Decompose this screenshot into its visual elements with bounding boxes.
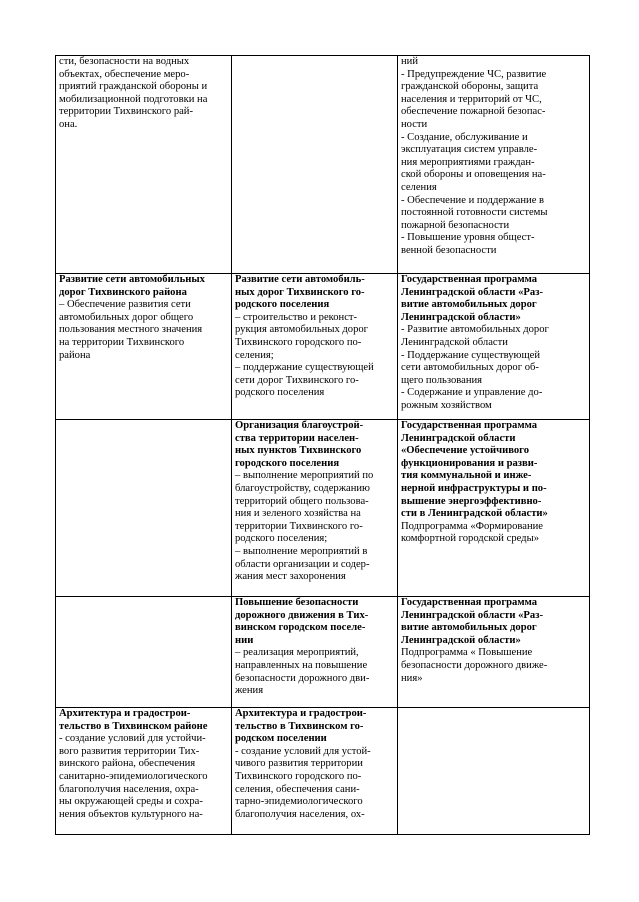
cell-text-line: селения (401, 181, 437, 193)
cell-heading-line: дорог Тихвинского района (59, 286, 187, 298)
cell-city-program (232, 274, 398, 420)
table-row (56, 56, 590, 274)
cell-heading-line: ства территории населен- (235, 432, 359, 444)
cell-text-line: - создание условий для устойчи- (59, 733, 206, 745)
cell-text-line: - Развитие автомобильных дорог (401, 324, 549, 336)
cell-text-line: территорий общего пользова- (235, 495, 369, 507)
cell-heading-line: Государственная программа (401, 274, 538, 285)
cell-text-line: ний (401, 56, 419, 67)
cell-text-line: Подпрограмма «Формирование (401, 520, 543, 532)
cell-text-line: жения (235, 685, 264, 697)
cell-text-line: благополучия населения, ох- (235, 808, 365, 820)
cell-city-program (232, 420, 398, 597)
cell-text-line: ния и зеленого хозяйства на (235, 508, 361, 520)
cell-heading-line: Развитие сети автомобиль- (235, 274, 365, 285)
cell-text-line: тарно-эпидемиологического (235, 796, 363, 808)
table-row (56, 420, 590, 597)
cell-text-line: ния мероприятиями граждан- (401, 156, 535, 168)
cell-text-line: Тихвинского городского по- (235, 336, 362, 348)
cell-text-line: - Создание, обслуживание и (401, 131, 528, 143)
cell-district-program (56, 420, 232, 597)
cell-text-line: - Повышение уровня общест- (401, 232, 535, 244)
cell-text-line: – поддержание существующей (235, 362, 374, 374)
cell-state-program (398, 56, 590, 274)
cell-heading-line: Архитектура и градострои- (235, 708, 367, 719)
cell-text-line: родского поселения (235, 387, 325, 399)
cell-text-line: – выполнение мероприятий в (235, 545, 368, 557)
cell-city-program (232, 597, 398, 708)
cell-heading-line: дорожного движения в Тих- (235, 609, 369, 621)
table-row (56, 597, 590, 708)
cell-text-line: ния» (401, 672, 423, 684)
cell-text-line: венной безопасности (401, 244, 497, 256)
cell-heading-line: ных дорог Тихвинского го- (235, 286, 365, 298)
cell-heading-line: витие автомобильных дорог (401, 622, 537, 634)
cell-heading-line: тия коммунальной и инже- (401, 470, 532, 482)
cell-heading-line: родского поселения (235, 299, 330, 311)
cell-text-line: – Обеспечение развития сети (59, 299, 191, 311)
cell-district-program (56, 597, 232, 708)
cell-text-line: сети автомобильных дорог об- (401, 362, 539, 374)
cell-text-line: чивого развития территории (235, 758, 363, 770)
cell-text-line: вого развития территории Тих- (59, 745, 200, 757)
cell-heading-line: Ленинградской области (401, 432, 516, 444)
cell-heading-line: Ленинградской области «Раз- (401, 286, 543, 298)
cell-text-line: района (59, 349, 91, 361)
cell-text-line: безопасности дорожного движе- (401, 659, 548, 671)
cell-text-line: пользования местного значения (59, 324, 203, 336)
cell-heading-line: Повышение безопасности (235, 597, 359, 608)
cell-text-line: гражданской обороны, защита (401, 81, 539, 93)
cell-heading-line: сти в Ленинградской области» (401, 508, 548, 520)
cell-text-line: – выполнение мероприятий по (235, 470, 374, 482)
cell-text-line: Подпрограмма « Повышение (401, 647, 533, 659)
cell-heading-line: нии (235, 634, 254, 646)
cell-heading-line: витие автомобильных дорог (401, 299, 537, 311)
cell-text-line: жания мест захоронения (235, 571, 346, 583)
cell-text-line: Тихвинского городского по- (235, 770, 362, 782)
cell-text-line: благополучия населения, охра- (59, 783, 199, 795)
cell-state-program (398, 597, 590, 708)
cell-text-line: эксплуатация систем управле- (401, 144, 538, 156)
cell-heading-line: винском городском поселе- (235, 622, 366, 634)
cell-city-program (232, 708, 398, 835)
cell-text-line: селения; (235, 349, 274, 361)
cell-text-line: территории Тихвинского рай- (59, 106, 194, 118)
cell-text-line: ны окружающей среды и сохра- (59, 796, 203, 808)
cell-text-line: обеспечение пожарной безопас- (401, 106, 546, 118)
cell-text-line: территории Тихвинского го- (235, 520, 363, 532)
cell-heading-line: Развитие сети автомобильных (59, 274, 205, 285)
cell-text-line: мобилизационной подготовки на (59, 93, 208, 105)
cell-text-line: ности (401, 118, 428, 130)
cell-text-line: рожным хозяйством (401, 399, 492, 411)
cell-text-line: - Предупреждение ЧС, развитие (401, 68, 547, 80)
cell-text-line: селения, обеспечения сани- (235, 783, 360, 795)
cell-heading-line: Ленинградской области «Раз- (401, 609, 543, 621)
cell-text-line: винского района, обеспечения (59, 758, 196, 770)
cell-text-line: – строительство и реконст- (235, 311, 358, 323)
cell-text-line: санитарно-эпидемиологического (59, 770, 208, 782)
cell-text-line: - Поддержание существующей (401, 349, 541, 361)
cell-heading-line: городского поселения (235, 457, 340, 469)
cell-text-line: - Содержание и управление до- (401, 387, 543, 399)
cell-heading-line: вышение энергоэффективно- (401, 495, 542, 507)
cell-text-line: постоянной готовности системы (401, 207, 548, 219)
cell-heading-line: Государственная программа (401, 597, 538, 608)
cell-heading-line: тельство в Тихвинском го- (235, 720, 364, 732)
cell-heading-line: Государственная программа (401, 420, 538, 431)
cell-heading-line: родском поселении (235, 733, 327, 745)
cell-heading-line: Ленинградской области» (401, 311, 521, 323)
cell-text-line: нения объектов культурного на- (59, 808, 203, 820)
cell-heading-line: Ленинградской области» (401, 634, 521, 646)
cell-heading-line: функционирования и разви- (401, 457, 538, 469)
cell-text-line: сети дорог Тихвинского го- (235, 374, 359, 386)
cell-state-program (398, 420, 590, 597)
cell-text-line: щего пользования (401, 374, 483, 386)
cell-text-line: - создание условий для устой- (235, 745, 371, 757)
cell-text-line: сти, безопасности на водных (59, 56, 190, 67)
cell-state-program (398, 708, 590, 835)
cell-text-line: безопасности дорожного дви- (235, 672, 370, 684)
program-table (55, 55, 590, 835)
cell-text-line: населения и территорий от ЧС, (401, 93, 542, 105)
cell-heading-line: Архитектура и градострои- (59, 708, 191, 719)
cell-heading-line: Организация благоустрой- (235, 420, 364, 431)
cell-state-program (398, 274, 590, 420)
cell-district-program (56, 56, 232, 274)
cell-text-line: Ленинградской области (401, 336, 508, 348)
cell-district-program (56, 274, 232, 420)
cell-text-line: рукция автомобильных дорог (235, 324, 369, 336)
cell-text-line: пожарной безопасности (401, 219, 510, 231)
cell-text-line: области организации и содер- (235, 558, 370, 570)
cell-text-line: она. (59, 118, 78, 130)
cell-heading-line: ных пунктов Тихвинского (235, 445, 362, 457)
cell-text-line: на территории Тихвинского (59, 336, 185, 348)
cell-text-line: благоустройству, содержанию (235, 482, 370, 494)
cell-text-line: - Обеспечение и поддержание в (401, 194, 545, 206)
cell-text-line: приятий гражданской обороны и (59, 81, 208, 93)
cell-text-line: комфортной городской среды» (401, 533, 539, 545)
cell-text-line: объектах, обеспечение меро- (59, 68, 190, 80)
cell-text-line: – реализация мероприятий, (235, 647, 359, 659)
cell-city-program (232, 56, 398, 274)
program-table-body (56, 56, 590, 835)
cell-text-line: автомобильных дорог общего (59, 311, 194, 323)
cell-heading-line: тельство в Тихвинском районе (59, 720, 208, 732)
table-row (56, 274, 590, 420)
table-row (56, 708, 590, 835)
cell-text-line: направленных на повышение (235, 659, 368, 671)
cell-text-line: родского поселения; (235, 533, 328, 545)
cell-district-program (56, 708, 232, 835)
cell-heading-line: нерной инфраструктуры и по- (401, 482, 547, 494)
cell-heading-line: «Обеспечение устойчивого (401, 445, 530, 457)
cell-text-line: ской обороны и оповещения на- (401, 169, 546, 181)
